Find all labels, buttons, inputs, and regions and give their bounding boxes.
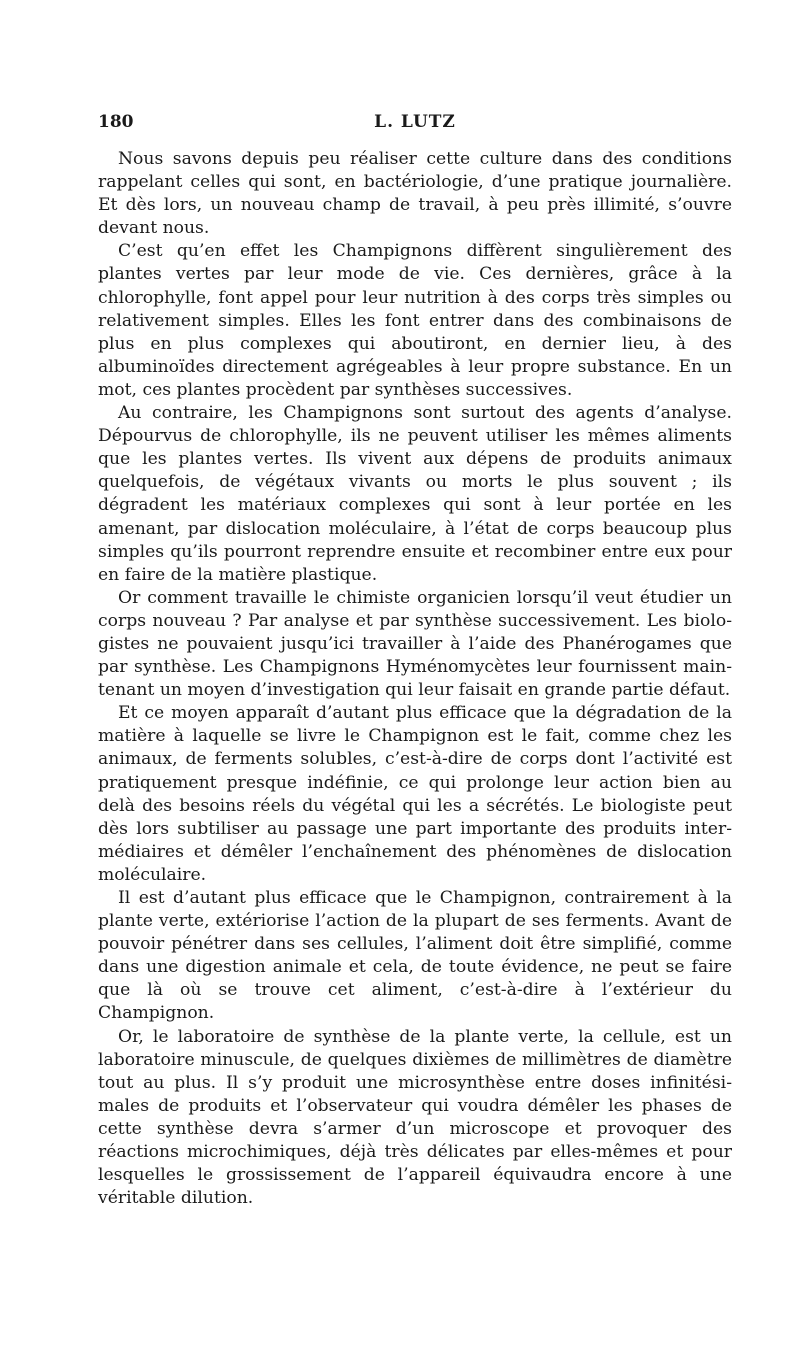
paragraph-exteriorise: Il est d’autant plus efficace que le Champignon, contrairement à la plante verte, extériorise l’action de la plupart de ses ferments. Avant de pouvoir pénétrer dans ses cellules, l’aliment doit être simplifié, comme dans une digestion animale et cela, de toute évidence, ne peut se faire que là où se trouve cet aliment, c’est-à-dire à l’extérieur du Champignon. — [98, 888, 732, 1024]
paragraph-chimiste: Or comment travaille le chimiste organicien lorsqu’il veut étudier un corps nouveau ? Par analyse et par synthèse successivement. Les biologistes ne pouvaient jusqu’ici travailler à l’aide des Phanérogames que par synthèse. Les Champignons Hyménomycètes leur fournissent maintenant un moyen d’investigation qui leur faisait en grande partie défaut. — [98, 587, 732, 701]
page-header — [98, 112, 732, 138]
paragraph-analyse: Au contraire, les Champignons sont surtout des agents d’analyse. Dépourvus de chlorophylle, ils ne peuvent utiliser les mêmes aliments que les plantes vertes. Ils vivent aux dépens de produits animaux quelquefois, de végétaux vivants ou morts le plus souvent ; ils dégradent les matériaux complexes qui sont à leur portée en les amenant, par dislocation moléculaire, à l’état de corps beaucoup plus simples qu’ils pourront reprendre ensuite et recombiner entre eux pour en faire de la matière plastique. — [98, 403, 732, 585]
paragraph-culture: Nous savons depuis peu réaliser cette culture dans des conditions rappelant celles qui sont, en bactériologie, d’une pratique journalière. Et dès lors, un nouveau champ de travail, à peu près illimité, s’ouvre devant nous. — [98, 149, 732, 239]
body-text — [98, 148, 732, 1210]
paragraph-ferments: Et ce moyen apparaît d’autant plus efficace que la dégradation de la matière à laquelle se livre le Champignon est le fait, comme chez les animaux, de ferments solubles, c’est-à-dire de corps dont l’activité est pratiquement presque indéfinie, ce qui prolonge leur action bien au delà des besoins réels du végétal qui les a sécrétés. Le biologiste peut dès lors subtiliser au passage une part importante des produits intermédiaires et démêler l’enchaînement des phénomènes de dislocation moléculaire. — [98, 703, 732, 885]
paragraph-mode-de-vie: C’est qu’en effet les Champignons diffèrent singulièrement des plantes vertes par leur mode de vie. Ces dernières, grâce à la chlorophylle, font appel pour leur nutrition à des corps très simples ou relativement simples. Elles les font entrer dans des combinaisons de plus en plus complexes qui aboutiront, en dernier lieu, à des albuminoïdes directement agrégeables à leur propre substance. En un mot, ces plantes procèdent par synthèses successives. — [98, 241, 732, 400]
running-head-author: L. LUTZ — [374, 112, 456, 132]
paragraph-laboratoire: Or, le laboratoire de synthèse de la plante verte, la cellule, est un laboratoire minuscule, de quelques dixièmes de millimètres de diamètre tout au plus. Il s’y produit une microsynthèse entre doses infinitésimales de produits et l’observateur qui voudra démêler les phases de cette synthèse devra s’armer d’un microscope et provoquer des réactions microchimiques, déjà très délicates par elles-mêmes et pour lesquelles le grossissement de l’appareil équivaudra encore à une véritable dilution. — [98, 1026, 732, 1209]
page-number: 180 — [98, 112, 134, 132]
